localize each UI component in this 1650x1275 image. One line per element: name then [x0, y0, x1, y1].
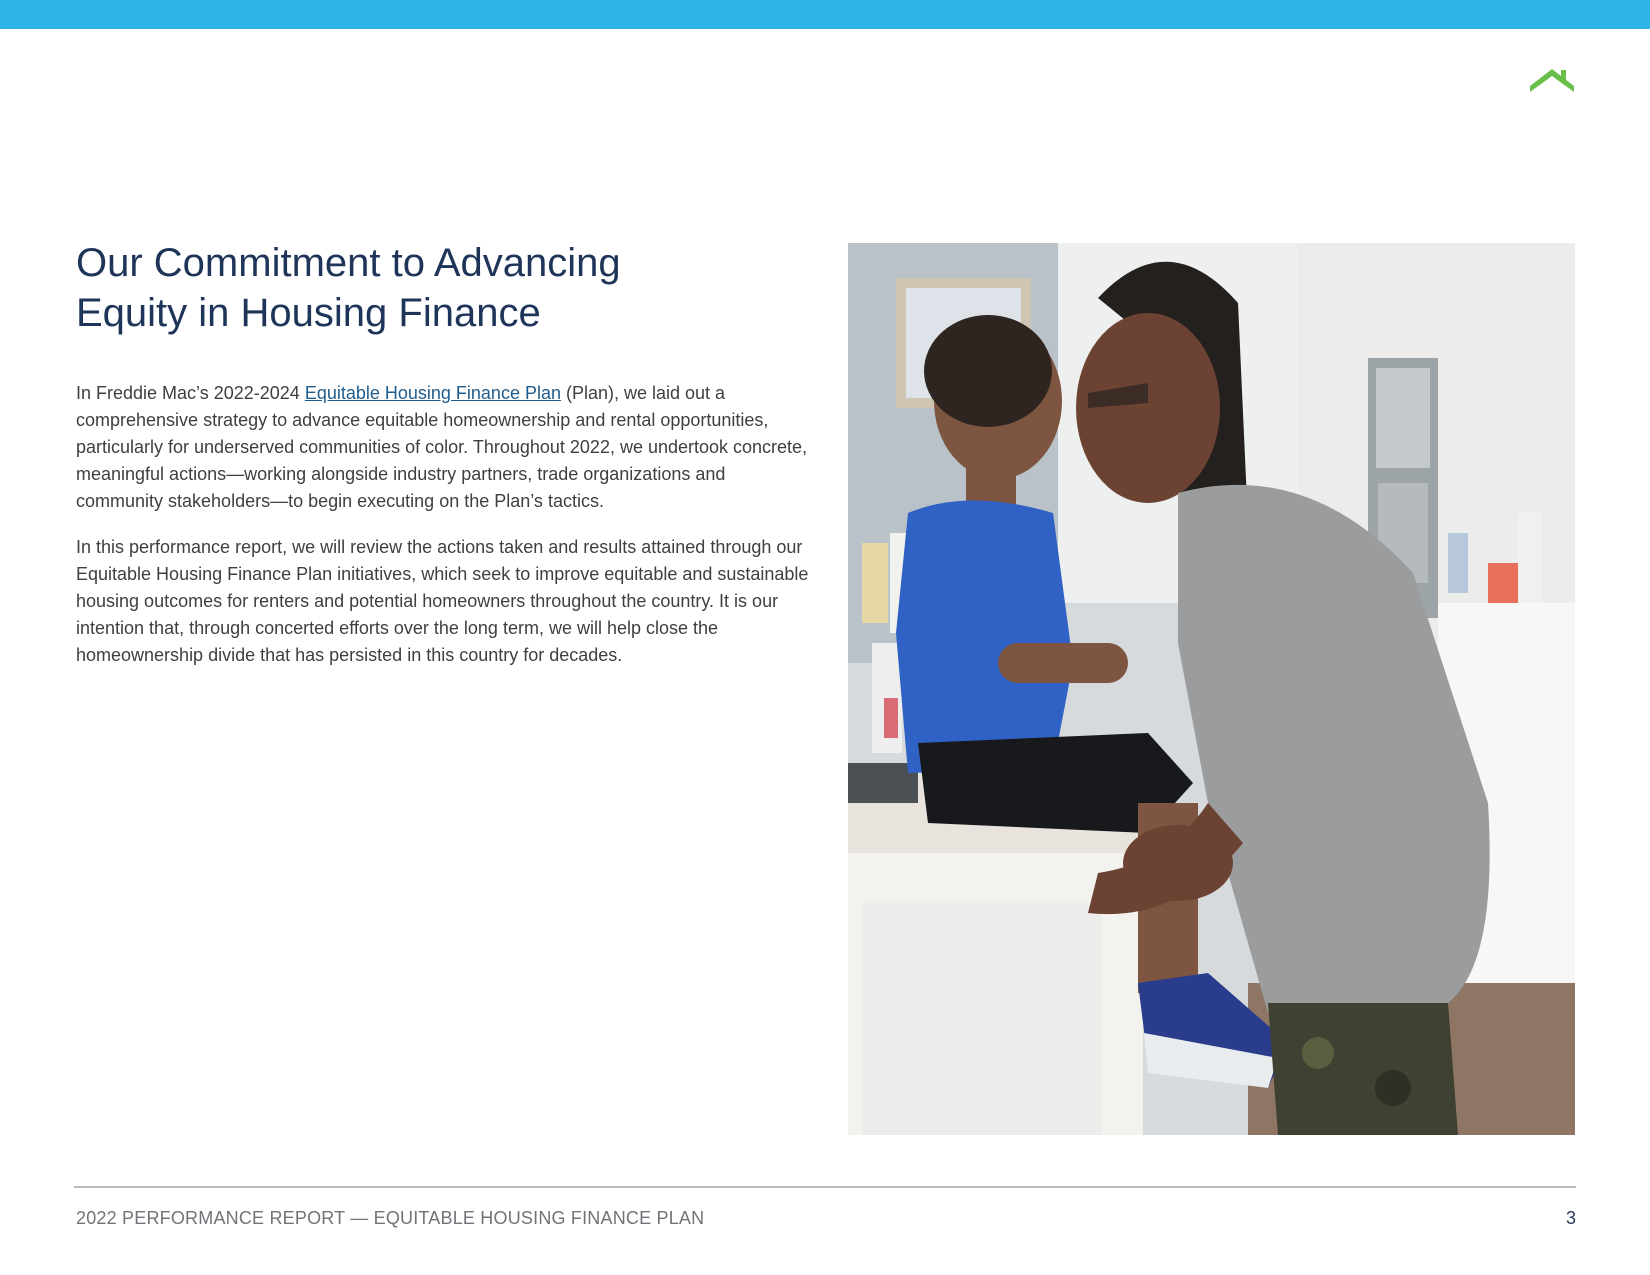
grandmother-and-child-photo: [848, 243, 1575, 1135]
page-number: 3: [1565, 1208, 1576, 1228]
report-overview-paragraph: In this performance report, we will review the actions taken and results attained through our Equitable Housing Finance Plan initiatives, which seek to improve equitable and sustainable housing outcomes for renters and potential homeowners throughout the country. It is our intention that, through concerted efforts over the long term, we will help close the homeownership divide that has persisted in this country for decades.: [76, 537, 809, 665]
body-text: [76, 380, 811, 688]
intro-paragraph-lead: In Freddie Mac’s 2022-2024: [76, 383, 305, 403]
intro-paragraph: [76, 380, 811, 515]
house-roof-logo-icon: [1530, 66, 1574, 92]
equitable-housing-plan-link[interactable]: Equitable Housing Finance Plan: [304, 383, 561, 403]
footer-divider: [74, 1186, 1576, 1188]
page-title-line-1: Our Commitment to Advancing: [76, 241, 621, 285]
page-title-line-2: Equity in Housing Finance: [76, 291, 541, 335]
intro-paragraph-rest: (Plan), we laid out a comprehensive strategy to advance equitable homeownership and rental opportunities, particularly for underserved communities of color. Throughout 2022, we undertook concrete, meaningful actions—working alongside industry partners, trade organizations and community stakeholders—to begin executing on the Plan’s tactics.: [76, 383, 808, 511]
footer-report-title: 2022 PERFORMANCE REPORT — EQUITABLE HOUSING FINANCE PLAN: [76, 1208, 705, 1228]
top-accent-bar: [0, 0, 1650, 29]
page-title: [76, 238, 776, 338]
